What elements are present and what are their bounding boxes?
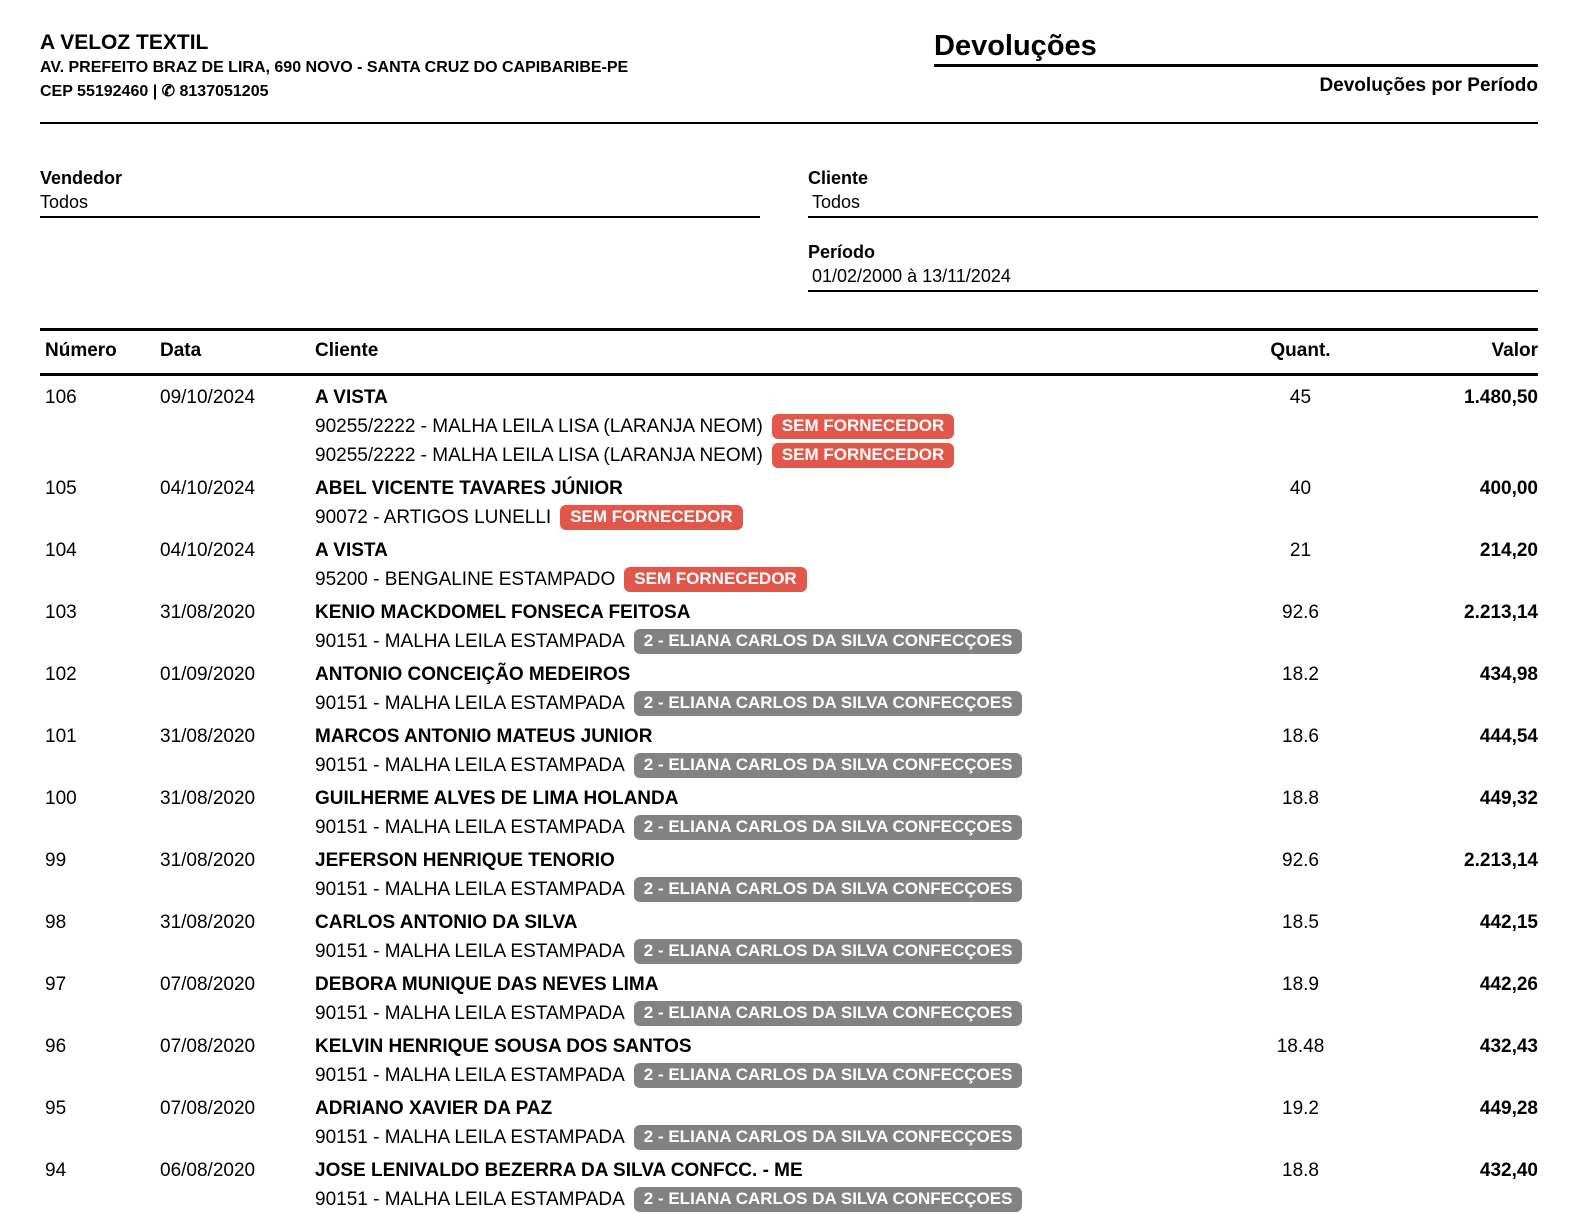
column-header-valor: Valor <box>1491 340 1538 361</box>
row-data: 31/08/2020 <box>160 788 256 809</box>
row-data: 09/10/2024 <box>160 387 256 408</box>
row-data: 31/08/2020 <box>160 850 256 871</box>
product-lines <box>315 999 1213 1028</box>
supplier-badge: 2 - ELIANA CARLOS DA SILVA CONFECÇOES <box>634 1187 1023 1212</box>
title-block <box>934 30 1538 98</box>
row-cliente-cell <box>315 846 1213 904</box>
product-lines <box>315 875 1213 904</box>
row-cliente-name: DEBORA MUNIQUE DAS NEVES LIMA <box>315 974 659 995</box>
row-data: 31/08/2020 <box>160 602 256 623</box>
filter-vendedor <box>40 166 760 218</box>
column-header-data: Data <box>160 340 202 361</box>
table-row <box>40 598 1538 656</box>
row-numero: 94 <box>45 1160 67 1181</box>
product-line <box>315 627 1213 656</box>
product-line <box>315 1185 1213 1214</box>
row-quant: 40 <box>1289 478 1312 499</box>
product-lines <box>315 689 1213 718</box>
header-divider <box>40 122 1538 124</box>
table-row <box>40 722 1538 780</box>
filter-periodo-label: Período <box>808 242 876 262</box>
row-valor: 214,20 <box>1479 540 1538 561</box>
table-row <box>40 1032 1538 1090</box>
company-address: AV. PREFEITO BRAZ DE LIRA, 690 NOVO - SANTA CRUZ DO CAPIBARIBE-PE <box>40 59 629 76</box>
product-line <box>315 813 1213 842</box>
row-numero: 103 <box>45 602 77 623</box>
row-valor: 432,43 <box>1479 1036 1538 1057</box>
row-cliente-cell <box>315 598 1213 656</box>
row-valor: 449,28 <box>1479 1098 1538 1119</box>
table-row <box>40 660 1538 718</box>
filter-column-left <box>40 166 760 292</box>
product-line <box>315 875 1213 904</box>
table-row <box>40 1094 1538 1152</box>
supplier-badge: 2 - ELIANA CARLOS DA SILVA CONFECÇOES <box>634 1063 1023 1088</box>
row-quant: 18.48 <box>1276 1036 1325 1057</box>
table-row <box>40 846 1538 904</box>
row-numero: 105 <box>45 478 77 499</box>
row-cliente-name: KELVIN HENRIQUE SOUSA DOS SANTOS <box>315 1036 692 1057</box>
filter-periodo-value: 01/02/2000 à 13/11/2024 <box>808 264 1538 292</box>
row-data: 06/08/2020 <box>160 1160 256 1181</box>
separator: | <box>152 83 158 100</box>
row-cliente-name: JOSE LENIVALDO BEZERRA DA SILVA CONFCC. - ME <box>315 1160 803 1181</box>
product-desc: 90151 - MALHA LEILA ESTAMPADA <box>315 693 625 714</box>
row-cliente-name: ADRIANO XAVIER DA PAZ <box>315 1098 553 1119</box>
product-lines <box>315 412 1213 470</box>
row-valor: 444,54 <box>1479 726 1538 747</box>
row-cliente-name: ABEL VICENTE TAVARES JÚNIOR <box>315 478 623 499</box>
table-row <box>40 383 1538 470</box>
product-desc: 90151 - MALHA LEILA ESTAMPADA <box>315 1003 625 1024</box>
returns-table <box>40 328 1538 1214</box>
row-quant: 92.6 <box>1282 850 1319 871</box>
row-valor: 400,00 <box>1479 478 1538 499</box>
table-row <box>40 474 1538 532</box>
row-quant: 18.6 <box>1282 726 1319 747</box>
row-quant: 18.5 <box>1282 912 1319 933</box>
row-quant: 18.8 <box>1282 788 1319 809</box>
table-row <box>40 784 1538 842</box>
row-valor: 442,26 <box>1479 974 1538 995</box>
row-numero: 97 <box>45 974 67 995</box>
supplier-badge: 2 - ELIANA CARLOS DA SILVA CONFECÇOES <box>634 939 1023 964</box>
row-valor: 1.480,50 <box>1464 387 1538 408</box>
product-desc: 95200 - BENGALINE ESTAMPADO <box>315 569 616 590</box>
sem-fornecedor-badge: SEM FORNECEDOR <box>772 414 954 439</box>
page-header <box>40 30 1538 104</box>
row-data: 07/08/2020 <box>160 1036 256 1057</box>
row-data: 07/08/2020 <box>160 974 256 995</box>
row-numero: 98 <box>45 912 67 933</box>
row-cliente-name: A VISTA <box>315 540 388 561</box>
product-lines <box>315 937 1213 966</box>
table-row <box>40 1156 1538 1214</box>
row-cliente-cell <box>315 722 1213 780</box>
row-cliente-name: KENIO MACKDOMEL FONSECA FEITOSA <box>315 602 691 623</box>
row-valor: 434,98 <box>1479 664 1538 685</box>
product-lines <box>315 751 1213 780</box>
row-cliente-cell <box>315 1156 1213 1214</box>
table-row <box>40 908 1538 966</box>
product-line <box>315 565 1213 594</box>
company-name: A VELOZ TEXTIL <box>40 31 209 54</box>
row-numero: 95 <box>45 1098 67 1119</box>
product-line <box>315 689 1213 718</box>
filter-periodo <box>808 240 1538 292</box>
row-quant: 18.9 <box>1282 974 1319 995</box>
row-cliente-cell <box>315 784 1213 842</box>
product-desc: 90151 - MALHA LEILA ESTAMPADA <box>315 817 625 838</box>
row-cliente-name: JEFERSON HENRIQUE TENORIO <box>315 850 615 871</box>
row-data: 07/08/2020 <box>160 1098 256 1119</box>
row-valor: 449,32 <box>1479 788 1538 809</box>
supplier-badge: 2 - ELIANA CARLOS DA SILVA CONFECÇOES <box>634 815 1023 840</box>
supplier-badge: 2 - ELIANA CARLOS DA SILVA CONFECÇOES <box>634 629 1023 654</box>
row-data: 31/08/2020 <box>160 726 256 747</box>
row-data: 01/09/2020 <box>160 664 256 685</box>
product-lines <box>315 1061 1213 1090</box>
product-desc: 90151 - MALHA LEILA ESTAMPADA <box>315 1189 625 1210</box>
table-row <box>40 536 1538 594</box>
row-cliente-name: CARLOS ANTONIO DA SILVA <box>315 912 578 933</box>
filter-column-right <box>808 166 1538 292</box>
row-quant: 18.8 <box>1282 1160 1319 1181</box>
row-quant: 92.6 <box>1282 602 1319 623</box>
row-quant: 18.2 <box>1282 664 1319 685</box>
row-cliente-name: MARCOS ANTONIO MATEUS JUNIOR <box>315 726 653 747</box>
product-line <box>315 1061 1213 1090</box>
product-lines <box>315 1185 1213 1214</box>
row-numero: 102 <box>45 664 77 685</box>
product-lines <box>315 565 1213 594</box>
row-data: 04/10/2024 <box>160 540 256 561</box>
product-lines <box>315 1123 1213 1152</box>
row-cliente-cell <box>315 970 1213 1028</box>
row-cliente-cell <box>315 1032 1213 1090</box>
row-quant: 19.2 <box>1282 1098 1319 1119</box>
product-line <box>315 937 1213 966</box>
sem-fornecedor-badge: SEM FORNECEDOR <box>772 443 954 468</box>
product-desc: 90151 - MALHA LEILA ESTAMPADA <box>315 1127 625 1148</box>
report-subtitle: Devoluções por Período <box>1319 75 1538 96</box>
filter-cliente <box>808 166 1538 218</box>
row-numero: 106 <box>45 387 77 408</box>
filters-section <box>40 166 1538 292</box>
sem-fornecedor-badge: SEM FORNECEDOR <box>560 505 742 530</box>
row-cliente-cell <box>315 474 1213 532</box>
product-lines <box>315 813 1213 842</box>
sem-fornecedor-badge: SEM FORNECEDOR <box>624 567 806 592</box>
supplier-badge: 2 - ELIANA CARLOS DA SILVA CONFECÇOES <box>634 1125 1023 1150</box>
row-numero: 104 <box>45 540 77 561</box>
table-row <box>40 970 1538 1028</box>
product-line <box>315 751 1213 780</box>
product-line <box>315 412 1213 441</box>
column-header-quant: Quant. <box>1270 340 1331 361</box>
product-line <box>315 441 1213 470</box>
filter-vendedor-label: Vendedor <box>40 168 123 188</box>
product-line <box>315 1123 1213 1152</box>
filter-vendedor-value: Todos <box>40 190 760 218</box>
row-quant: 21 <box>1289 540 1312 561</box>
filter-cliente-value: Todos <box>808 190 1538 218</box>
row-valor: 432,40 <box>1479 1160 1538 1181</box>
phone-icon: ✆ <box>161 83 176 100</box>
supplier-badge: 2 - ELIANA CARLOS DA SILVA CONFECÇOES <box>634 753 1023 778</box>
row-cliente-name: A VISTA <box>315 387 388 408</box>
row-numero: 99 <box>45 850 67 871</box>
row-cliente-cell <box>315 908 1213 966</box>
row-cliente-cell <box>315 660 1213 718</box>
row-data: 31/08/2020 <box>160 912 256 933</box>
row-quant: 45 <box>1289 387 1312 408</box>
column-header-cliente: Cliente <box>315 340 379 361</box>
row-valor: 442,15 <box>1479 912 1538 933</box>
row-cliente-cell <box>315 383 1213 470</box>
row-cliente-cell <box>315 1094 1213 1152</box>
product-desc: 90151 - MALHA LEILA ESTAMPADA <box>315 755 625 776</box>
row-numero: 100 <box>45 788 77 809</box>
supplier-badge: 2 - ELIANA CARLOS DA SILVA CONFECÇOES <box>634 1001 1023 1026</box>
company-block <box>40 30 628 104</box>
supplier-badge: 2 - ELIANA CARLOS DA SILVA CONFECÇOES <box>634 877 1023 902</box>
company-contact <box>40 80 628 104</box>
product-line <box>315 999 1213 1028</box>
product-desc: 90151 - MALHA LEILA ESTAMPADA <box>315 879 625 900</box>
table-header <box>40 328 1538 376</box>
product-desc: 90151 - MALHA LEILA ESTAMPADA <box>315 1065 625 1086</box>
row-valor: 2.213,14 <box>1464 602 1538 623</box>
product-desc: 90255/2222 - MALHA LEILA LISA (LARANJA NEOM) <box>315 445 763 466</box>
row-data: 04/10/2024 <box>160 478 256 499</box>
row-valor: 2.213,14 <box>1464 850 1538 871</box>
row-cliente-name: ANTONIO CONCEIÇÃO MEDEIROS <box>315 664 631 685</box>
row-numero: 96 <box>45 1036 67 1057</box>
row-cliente-name: GUILHERME ALVES DE LIMA HOLANDA <box>315 788 679 809</box>
row-numero: 101 <box>45 726 77 747</box>
product-desc: 90151 - MALHA LEILA ESTAMPADA <box>315 941 625 962</box>
filter-cliente-label: Cliente <box>808 168 869 188</box>
report-title: Devoluções <box>934 30 1538 67</box>
company-cep: CEP 55192460 <box>40 83 149 100</box>
supplier-badge: 2 - ELIANA CARLOS DA SILVA CONFECÇOES <box>634 691 1023 716</box>
column-header-numero: Número <box>45 340 117 361</box>
table-body <box>40 383 1538 1214</box>
product-desc: 90151 - MALHA LEILA ESTAMPADA <box>315 631 625 652</box>
product-lines <box>315 503 1213 532</box>
product-desc: 90255/2222 - MALHA LEILA LISA (LARANJA NEOM) <box>315 416 763 437</box>
product-lines <box>315 627 1213 656</box>
company-phone: 8137051205 <box>179 83 269 100</box>
product-desc: 90072 - ARTIGOS LUNELLI <box>315 507 552 528</box>
row-cliente-cell <box>315 536 1213 594</box>
product-line <box>315 503 1213 532</box>
